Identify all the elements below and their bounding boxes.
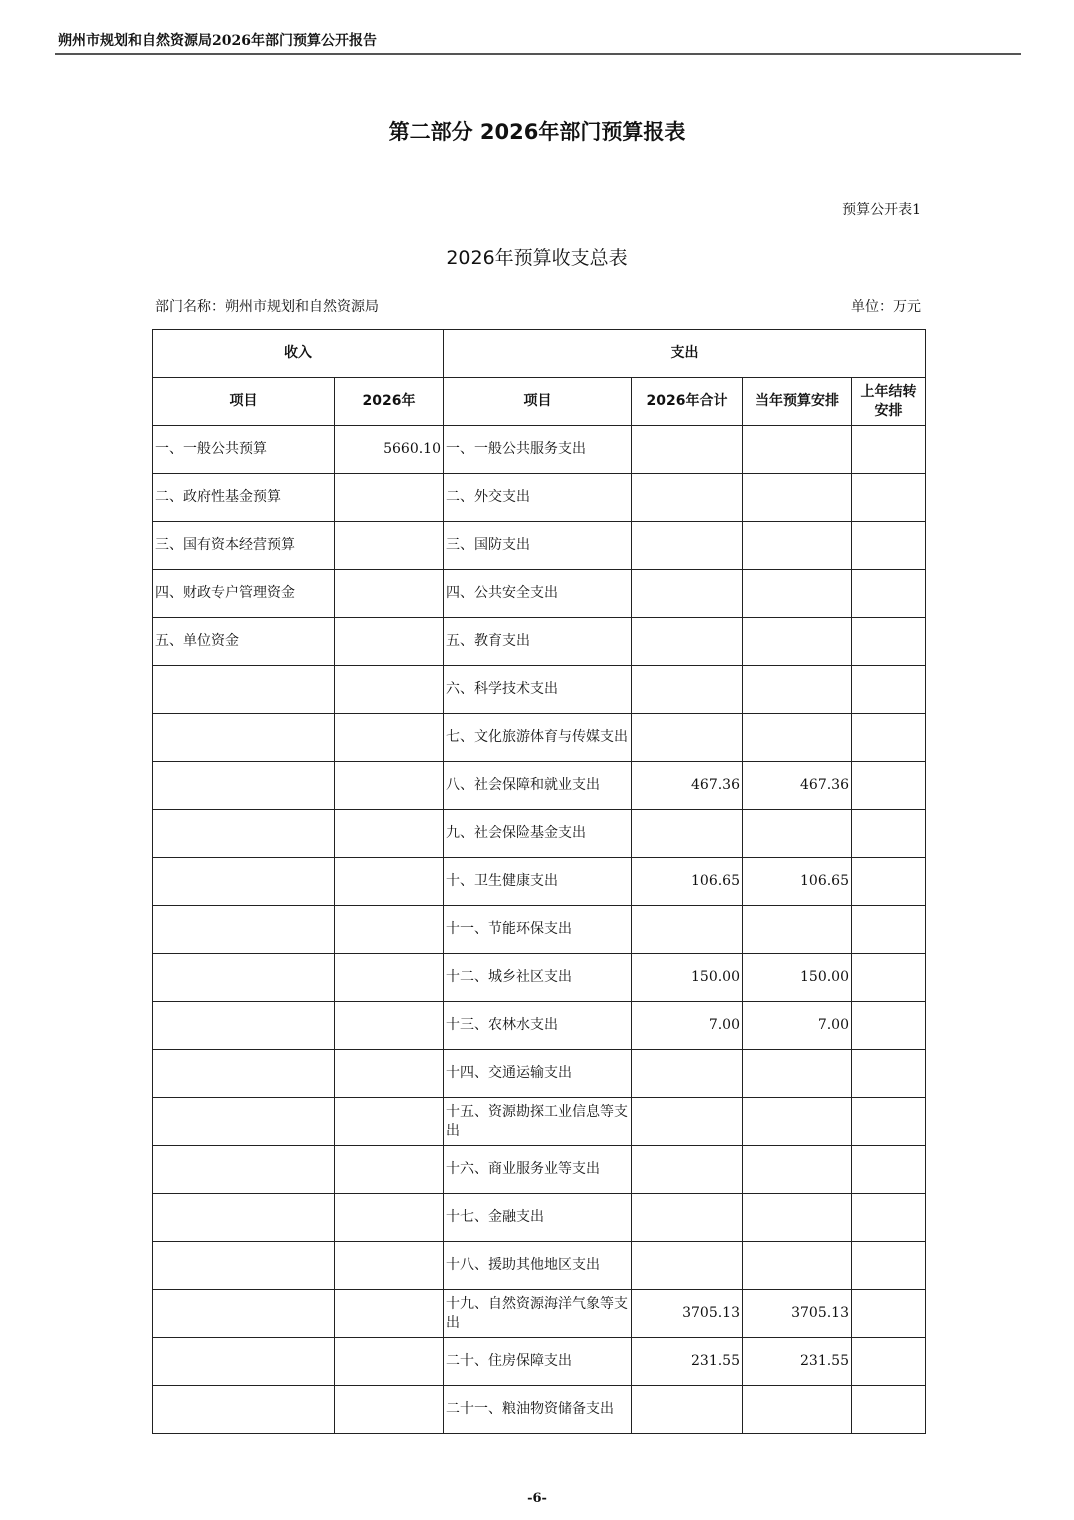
expense-current-cell: [743, 906, 852, 954]
table-row: [153, 474, 926, 522]
income-item-cell: [153, 1386, 335, 1434]
expense-item-cell: 四、公共安全支出: [444, 570, 632, 618]
expense-current-cell: [743, 1098, 852, 1146]
expense-total-cell: [632, 810, 743, 858]
department-name: 部门名称：朔州市规划和自然资源局: [155, 299, 379, 315]
income-item-cell: 三、国有资本经营预算: [153, 522, 335, 570]
expense-current-cell: [743, 1242, 852, 1290]
table-row: [153, 618, 926, 666]
income-item-cell: [153, 1098, 335, 1146]
expense-item-cell: 五、教育支出: [444, 618, 632, 666]
expense-carryover-cell: [852, 858, 926, 906]
unit-label: 单位：万元: [851, 299, 921, 315]
expense-total-cell: [632, 666, 743, 714]
expense-carryover-cell: [852, 522, 926, 570]
expense-item-cell: 九、社会保险基金支出: [444, 810, 632, 858]
income-value-cell: [335, 618, 444, 666]
expense-total-cell: 3705.13: [632, 1290, 743, 1338]
income-value-cell: [335, 1242, 444, 1290]
expense-carryover-cell: [852, 570, 926, 618]
expense-item-cell: 十八、援助其他地区支出: [444, 1242, 632, 1290]
income-value-cell: [335, 570, 444, 618]
expense-total-cell: [632, 1242, 743, 1290]
table-row: [153, 426, 926, 474]
expense-total-cell: [632, 1098, 743, 1146]
expense-total-cell: 106.65: [632, 858, 743, 906]
table-row: [153, 1386, 926, 1434]
expense-current-cell: [743, 426, 852, 474]
table-row: [153, 1242, 926, 1290]
income-value-cell: [335, 954, 444, 1002]
income-value-cell: [335, 474, 444, 522]
income-item-cell: [153, 1290, 335, 1338]
expense-item-cell: 十二、城乡社区支出: [444, 954, 632, 1002]
expense-item-cell: 七、文化旅游体育与传媒支出: [444, 714, 632, 762]
expense-group-header: 支出: [444, 330, 926, 378]
col-expense-item: 项目: [444, 378, 632, 426]
col-income-2026: 2026年: [335, 378, 444, 426]
expense-current-cell: 106.65: [743, 858, 852, 906]
income-value-cell: [335, 1098, 444, 1146]
income-item-cell: 五、单位资金: [153, 618, 335, 666]
income-value-cell: [335, 1290, 444, 1338]
expense-carryover-cell: [852, 618, 926, 666]
expense-item-cell: 十一、节能环保支出: [444, 906, 632, 954]
table-row: [153, 522, 926, 570]
expense-total-cell: [632, 522, 743, 570]
expense-current-cell: [743, 522, 852, 570]
table-row: [153, 1002, 926, 1050]
expense-total-cell: 150.00: [632, 954, 743, 1002]
income-item-cell: [153, 858, 335, 906]
expense-item-cell: 三、国防支出: [444, 522, 632, 570]
income-value-cell: [335, 666, 444, 714]
table-row: [153, 1290, 926, 1338]
table-row: [153, 762, 926, 810]
expense-item-cell: 二十一、粮油物资储备支出: [444, 1386, 632, 1434]
income-item-cell: [153, 1194, 335, 1242]
expense-total-cell: [632, 1194, 743, 1242]
expense-total-cell: [632, 714, 743, 762]
income-item-cell: [153, 1242, 335, 1290]
income-value-cell: [335, 1002, 444, 1050]
expense-carryover-cell: [852, 426, 926, 474]
running-header: 朔州市规划和自然资源局2026年部门预算公开报告: [58, 33, 377, 49]
expense-item-cell: 十九、自然资源海洋气象等支出: [444, 1290, 632, 1338]
income-item-cell: [153, 810, 335, 858]
income-item-cell: [153, 666, 335, 714]
expense-item-cell: 六、科学技术支出: [444, 666, 632, 714]
expense-carryover-cell: [852, 666, 926, 714]
col-expense-total: 2026年合计: [632, 378, 743, 426]
income-group-header: 收入: [153, 330, 444, 378]
table-row: [153, 810, 926, 858]
expense-total-cell: [632, 1146, 743, 1194]
expense-current-cell: 231.55: [743, 1338, 852, 1386]
budget-summary-table: [152, 329, 926, 1434]
table-row: [153, 714, 926, 762]
expense-carryover-cell: [852, 714, 926, 762]
col-expense-carryover: 上年结转安排: [852, 378, 926, 426]
income-value-cell: [335, 1194, 444, 1242]
expense-carryover-cell: [852, 954, 926, 1002]
table-number: 预算公开表1: [842, 202, 921, 218]
expense-current-cell: [743, 666, 852, 714]
col-expense-current: 当年预算安排: [743, 378, 852, 426]
expense-item-cell: 十、卫生健康支出: [444, 858, 632, 906]
expense-item-cell: 一、一般公共服务支出: [444, 426, 632, 474]
expense-carryover-cell: [852, 1050, 926, 1098]
income-value-cell: [335, 858, 444, 906]
income-value-cell: [335, 1386, 444, 1434]
expense-total-cell: [632, 426, 743, 474]
expense-carryover-cell: [852, 474, 926, 522]
expense-item-cell: 十四、交通运输支出: [444, 1050, 632, 1098]
table-row: [153, 906, 926, 954]
col-income-item: 项目: [153, 378, 335, 426]
expense-current-cell: [743, 1146, 852, 1194]
income-value-cell: 5660.10: [335, 426, 444, 474]
expense-current-cell: [743, 1050, 852, 1098]
expense-total-cell: [632, 474, 743, 522]
expense-carryover-cell: [852, 1290, 926, 1338]
expense-total-cell: 231.55: [632, 1338, 743, 1386]
income-item-cell: 二、政府性基金预算: [153, 474, 335, 522]
expense-total-cell: 467.36: [632, 762, 743, 810]
expense-carryover-cell: [852, 1194, 926, 1242]
expense-current-cell: [743, 474, 852, 522]
expense-current-cell: [743, 618, 852, 666]
income-value-cell: [335, 810, 444, 858]
expense-current-cell: [743, 810, 852, 858]
table-row: [153, 1098, 926, 1146]
table-title: 2026年预算收支总表: [446, 247, 628, 269]
income-item-cell: [153, 1002, 335, 1050]
income-item-cell: [153, 906, 335, 954]
table-row: [153, 1194, 926, 1242]
expense-total-cell: [632, 1050, 743, 1098]
expense-carryover-cell: [852, 1002, 926, 1050]
expense-current-cell: 150.00: [743, 954, 852, 1002]
expense-carryover-cell: [852, 1242, 926, 1290]
expense-item-cell: 十三、农林水支出: [444, 1002, 632, 1050]
part-title: 第二部分 2026年部门预算报表: [388, 120, 686, 144]
expense-current-cell: [743, 1194, 852, 1242]
table-row: [153, 666, 926, 714]
page-number: -6-: [527, 1491, 547, 1506]
income-item-cell: [153, 714, 335, 762]
expense-item-cell: 二十、住房保障支出: [444, 1338, 632, 1386]
table-row: [153, 1050, 926, 1098]
income-value-cell: [335, 1146, 444, 1194]
income-item-cell: 一、一般公共预算: [153, 426, 335, 474]
expense-total-cell: [632, 618, 743, 666]
income-item-cell: [153, 1050, 335, 1098]
header-rule: [55, 53, 1021, 55]
income-value-cell: [335, 1338, 444, 1386]
expense-item-cell: 十五、资源勘探工业信息等支出: [444, 1098, 632, 1146]
expense-current-cell: [743, 570, 852, 618]
income-value-cell: [335, 762, 444, 810]
income-value-cell: [335, 522, 444, 570]
table-row: [153, 858, 926, 906]
expense-carryover-cell: [852, 1386, 926, 1434]
table-row: [153, 954, 926, 1002]
expense-total-cell: 7.00: [632, 1002, 743, 1050]
income-item-cell: [153, 762, 335, 810]
expense-current-cell: [743, 714, 852, 762]
income-item-cell: [153, 1146, 335, 1194]
expense-current-cell: 467.36: [743, 762, 852, 810]
income-item-cell: [153, 1338, 335, 1386]
expense-carryover-cell: [852, 810, 926, 858]
expense-current-cell: 3705.13: [743, 1290, 852, 1338]
expense-total-cell: [632, 1386, 743, 1434]
income-item-cell: [153, 954, 335, 1002]
expense-current-cell: 7.00: [743, 1002, 852, 1050]
budget-table-body: [153, 426, 926, 1434]
expense-total-cell: [632, 570, 743, 618]
income-value-cell: [335, 1050, 444, 1098]
expense-item-cell: 十七、金融支出: [444, 1194, 632, 1242]
expense-carryover-cell: [852, 762, 926, 810]
table-row: [153, 1146, 926, 1194]
expense-carryover-cell: [852, 1338, 926, 1386]
expense-item-cell: 二、外交支出: [444, 474, 632, 522]
expense-current-cell: [743, 1386, 852, 1434]
income-value-cell: [335, 714, 444, 762]
expense-carryover-cell: [852, 1146, 926, 1194]
table-row: [153, 570, 926, 618]
expense-carryover-cell: [852, 906, 926, 954]
expense-item-cell: 十六、商业服务业等支出: [444, 1146, 632, 1194]
income-value-cell: [335, 906, 444, 954]
income-item-cell: 四、财政专户管理资金: [153, 570, 335, 618]
expense-carryover-cell: [852, 1098, 926, 1146]
table-row: [153, 1338, 926, 1386]
expense-item-cell: 八、社会保障和就业支出: [444, 762, 632, 810]
expense-total-cell: [632, 906, 743, 954]
